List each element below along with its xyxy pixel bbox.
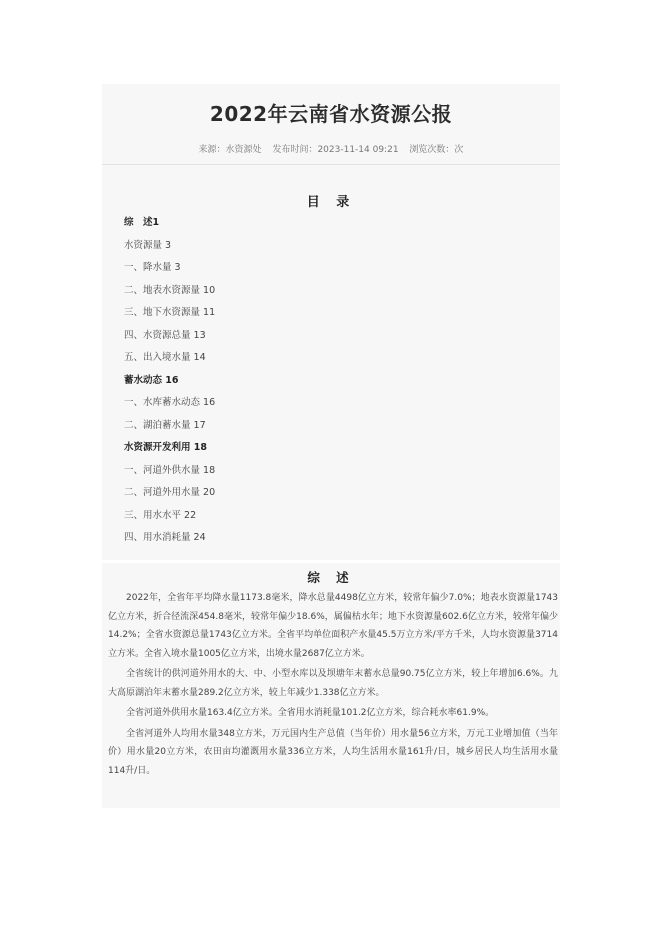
toc-item[interactable]: 二、河道外用水量 20 xyxy=(124,487,216,498)
summary-paragraph: 全省河道外供用水量163.4亿立方米。全省用水消耗量101.2亿立方米，综合耗水率61.9%。 xyxy=(126,708,495,718)
toc-item[interactable]: 水资源开发利用 18 xyxy=(124,442,208,453)
toc-list xyxy=(124,212,215,550)
summary-paragraph: 2022年，全省年平均降水量1173.8毫米，降水总量4498亿立方米，较常年偏少7.0%；地表水资源量1743亿立方米，折合径流深454.8毫米，较常年偏少18.6%，属偏枯水年；地下水资源量602.6亿立方米，较常年偏少14.2%；全省水资源总量1743亿立方米。全省平均单位面积产水量45.5万立方米/平方千米，人均水资源量3714立方米。全省入境水量1005亿立方米，出境水量2687亿立方米。 xyxy=(108,593,558,659)
toc-item[interactable]: 一、河道外供水量 18 xyxy=(124,464,216,476)
toc-item[interactable]: 水资源量 3 xyxy=(124,239,172,251)
toc-item[interactable]: 五、出入境水量 14 xyxy=(124,352,206,363)
page-title: 2022年云南省水资源公报 xyxy=(209,102,453,126)
toc-heading: 目 录 xyxy=(306,195,356,210)
source-label: 来源：水资源处 xyxy=(198,145,262,155)
summary-heading: 综 述 xyxy=(307,570,355,585)
view-count: 浏览次数：次 xyxy=(409,145,464,155)
toc-item[interactable]: 一、水库蓄水动态 16 xyxy=(124,397,216,408)
toc-item[interactable]: 三、地下水资源量 11 xyxy=(124,307,216,318)
article-meta xyxy=(102,142,560,155)
toc-item[interactable]: 蓄水动态 16 xyxy=(124,374,179,386)
toc-item[interactable]: 四、水资源总量 13 xyxy=(124,329,206,341)
summary-paragraph: 全省统计的供河道外用水的大、中、小型水库以及坝塘年末蓄水总量90.75亿立方米，较上年增加6.6%。九大高原湖泊年末蓄水量289.2亿立方米，较上年减少1.338亿立方米。 xyxy=(108,669,558,698)
toc-item[interactable]: 四、用水消耗量 24 xyxy=(124,532,206,543)
toc-item[interactable]: 二、地表水资源量 10 xyxy=(124,284,216,296)
table-of-contents xyxy=(102,165,560,560)
publish-time: 发布时间：2023-11-14 09:21 xyxy=(272,145,399,155)
toc-item[interactable]: 综 述1 xyxy=(124,217,160,228)
summary-body xyxy=(108,589,558,782)
toc-item[interactable]: 三、用水水平 22 xyxy=(124,509,197,521)
article-header xyxy=(102,84,560,165)
toc-item[interactable]: 二、湖泊蓄水量 17 xyxy=(124,419,206,431)
toc-item[interactable]: 一、降水量 3 xyxy=(124,262,181,273)
summary-paragraph: 全省河道外人均用水量348立方米，万元国内生产总值（当年价）用水量56立方米，万元工业增加值（当年价）用水量20立方米，农田亩均灌溉用水量336立方米，人均生活用水量161升/日，城乡居民人均生活用水量114升/日。 xyxy=(108,728,558,776)
summary-section xyxy=(102,563,560,808)
